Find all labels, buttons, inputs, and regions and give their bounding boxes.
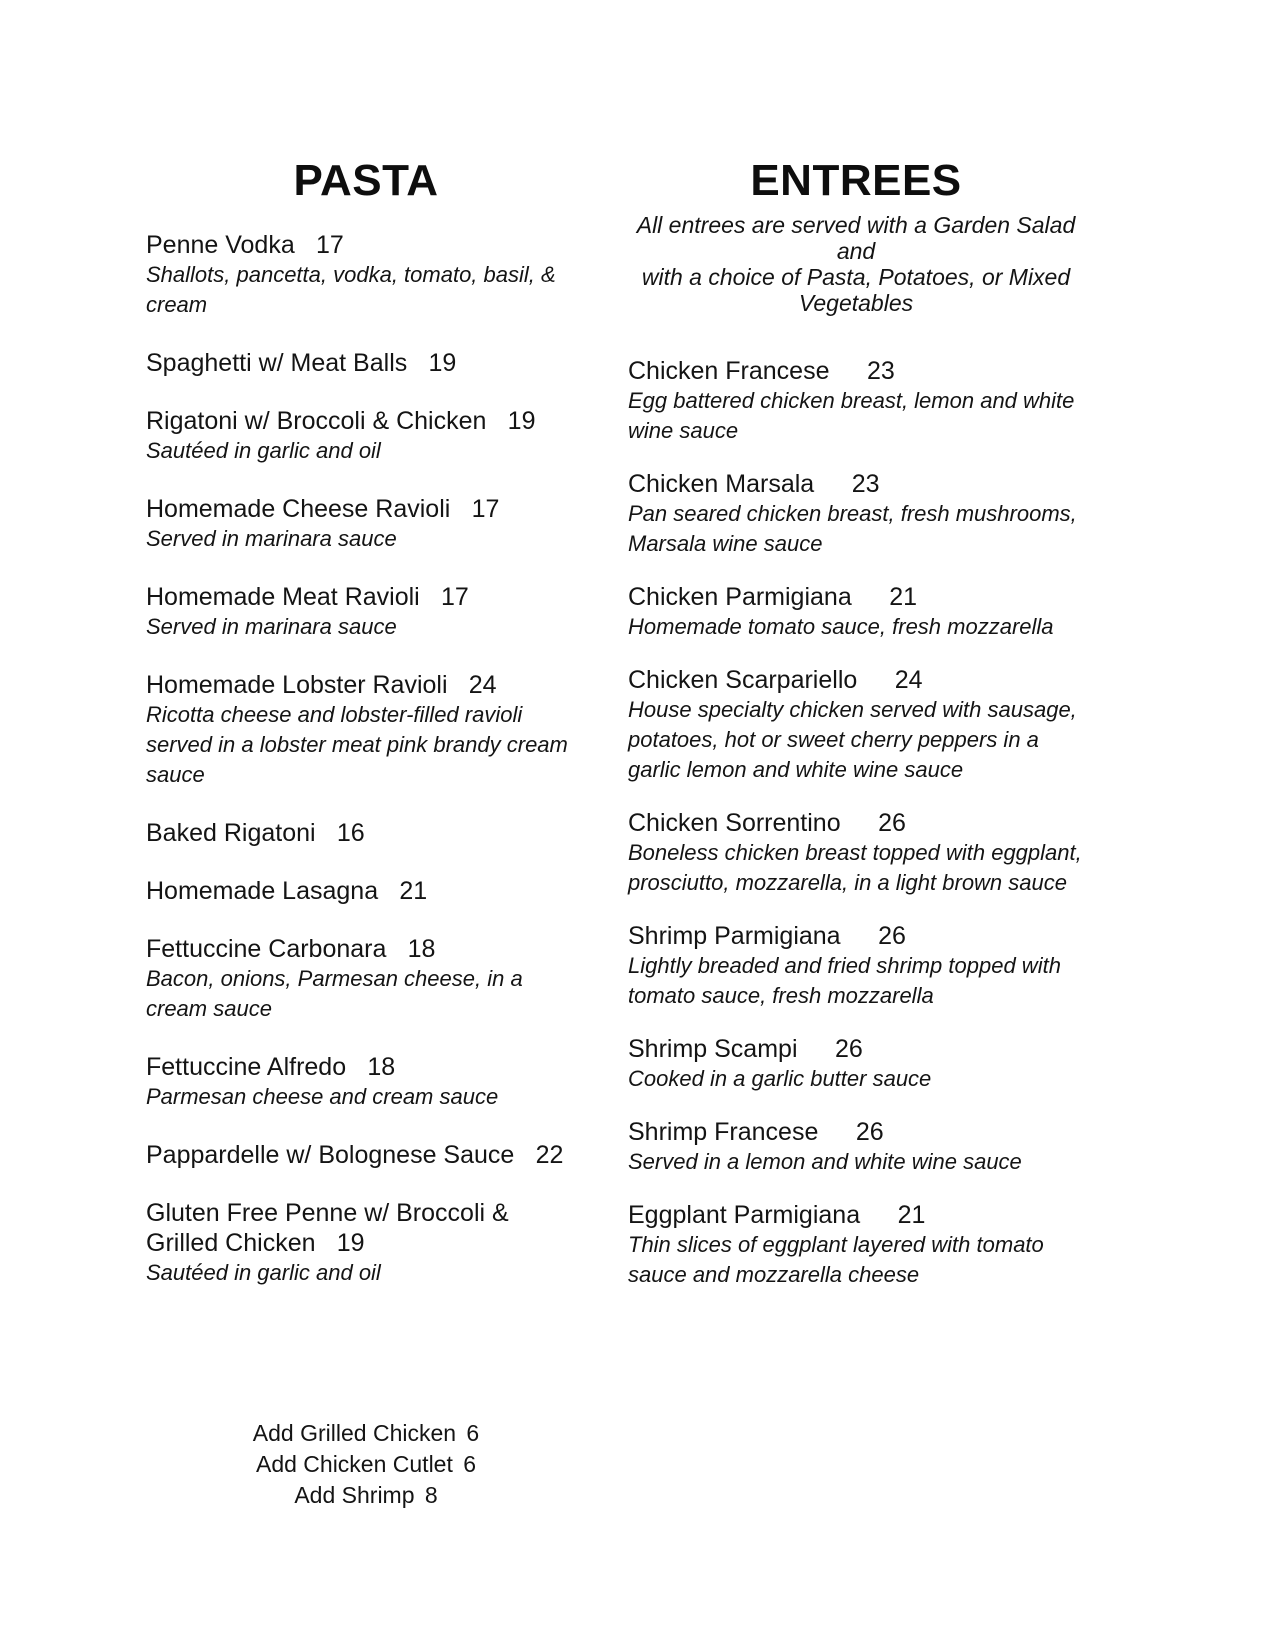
menu-item-price: 19	[507, 407, 536, 435]
menu-item	[628, 582, 1084, 642]
menu-item	[146, 348, 586, 378]
menu-item-line	[628, 665, 1084, 695]
menu-item-line	[146, 406, 586, 436]
menu-item	[146, 818, 586, 848]
menu-item-description: Homemade tomato sauce, fresh mozzarella	[628, 614, 1054, 639]
menu-item-price: 17	[471, 495, 500, 523]
menu-item	[628, 1034, 1084, 1094]
menu-item-price: 22	[535, 1141, 564, 1169]
menu-item	[628, 921, 1084, 1011]
addon-label: Add Shrimp	[294, 1482, 415, 1508]
menu-item	[146, 1052, 586, 1112]
menu-item-description: Boneless chicken breast topped with eggplant, prosciutto, mozzarella, in a light brown sauce	[628, 840, 1082, 895]
menu-item	[628, 808, 1084, 898]
menu-item-line	[146, 818, 586, 848]
menu-item-name: Fettuccine Carbonara	[146, 935, 387, 963]
menu-item-price: 23	[866, 357, 895, 385]
menu-item-price: 18	[367, 1053, 396, 1081]
pasta-item-list	[146, 230, 586, 1288]
menu-item-price: 21	[897, 1201, 926, 1229]
menu-item	[628, 469, 1084, 559]
menu-item	[628, 665, 1084, 785]
menu-item-line	[146, 876, 586, 906]
menu-item-description: Pan seared chicken breast, fresh mushrooms, Marsala wine sauce	[628, 501, 1077, 556]
addon-label: Add Grilled Chicken	[252, 1420, 457, 1446]
menu-item-name: Penne Vodka	[146, 231, 295, 259]
entrees-note-line: with a choice of Pasta, Potatoes, or Mixed	[641, 264, 1071, 290]
menu-item-name: Chicken Scarpariello	[628, 666, 858, 694]
menu-item-line	[628, 582, 1084, 612]
addon-price: 6	[463, 1451, 477, 1477]
menu-item-name: Chicken Francese	[628, 357, 830, 385]
menu-item-price: 26	[878, 922, 906, 950]
menu-item-line	[146, 934, 586, 964]
menu-item-description: Thin slices of eggplant layered with tomato sauce and mozzarella cheese	[628, 1232, 1044, 1287]
menu-item-description: Served in marinara sauce	[146, 526, 397, 551]
menu-item-price: 21	[889, 583, 918, 611]
menu-item-price: 17	[440, 583, 469, 611]
menu-item-line	[146, 1198, 586, 1258]
menu-item-description: Served in a lemon and white wine sauce	[628, 1149, 1022, 1174]
menu-item-price: 17	[316, 231, 344, 259]
menu-item-name: Pappardelle w/ Bolognese Sauce	[146, 1141, 515, 1169]
menu-item-price: 24	[894, 666, 923, 694]
menu-item-price: 19	[428, 349, 457, 377]
menu-item-description: Egg battered chicken breast, lemon and white wine sauce	[628, 388, 1075, 443]
menu-item	[146, 406, 586, 466]
menu-item-line	[628, 1200, 1084, 1230]
menu-item	[146, 876, 586, 906]
menu-item	[628, 356, 1084, 446]
addon-label: Add Chicken Cutlet	[255, 1451, 453, 1477]
menu-item-line	[146, 494, 586, 524]
menu-item-line	[146, 670, 586, 700]
menu-item-name: Gluten Free Penne w/ Broccoli & Grilled Chicken	[146, 1199, 509, 1257]
menu-item-name: Baked Rigatoni	[146, 819, 316, 847]
menu-item-description: Bacon, onions, Parmesan cheese, in a cream sauce	[146, 966, 523, 1021]
addon-item	[146, 1418, 586, 1449]
menu-item-description: Sautéed in garlic and oil	[146, 438, 381, 463]
menu-item-description: Served in marinara sauce	[146, 614, 397, 639]
menu-item-name: Rigatoni w/ Broccoli & Chicken	[146, 407, 487, 435]
menu-item-name: Homemade Lasagna	[146, 877, 379, 905]
addon-price: 8	[424, 1482, 438, 1508]
menu-item-line	[628, 921, 1084, 951]
addons-list	[146, 1418, 586, 1511]
menu-item-description: Parmesan cheese and cream sauce	[146, 1084, 499, 1109]
menu-item	[628, 1200, 1084, 1290]
menu-item	[146, 934, 586, 1024]
menu-item-name: Chicken Parmigiana	[628, 583, 852, 611]
menu-item-line	[628, 808, 1084, 838]
menu-item-name: Chicken Marsala	[628, 470, 815, 498]
menu-item-name: Chicken Sorrentino	[628, 809, 841, 837]
menu-item-description: Lightly breaded and fried shrimp topped with tomato sauce, fresh mozzarella	[628, 953, 1061, 1008]
addon-item	[146, 1449, 586, 1480]
menu-item-name: Shrimp Francese	[628, 1118, 819, 1146]
menu-item-price: 26	[835, 1035, 863, 1063]
menu-item	[146, 670, 586, 790]
menu-item-description: House specialty chicken served with sausage, potatoes, hot or sweet cherry peppers in a garlic lemon and white wine sauce	[628, 697, 1077, 782]
menu-item-description: Shallots, pancetta, vodka, tomato, basil, & cream	[146, 262, 556, 317]
menu-item-description: Cooked in a garlic butter sauce	[628, 1066, 932, 1091]
menu-item-price: 23	[851, 470, 880, 498]
menu-item-line	[146, 582, 586, 612]
entrees-title: ENTREES	[750, 156, 962, 205]
menu-item	[146, 1198, 586, 1288]
entrees-note	[628, 212, 1084, 316]
menu-item-price: 21	[399, 877, 428, 905]
menu-item-price: 19	[336, 1229, 365, 1257]
menu-item-price: 26	[878, 809, 906, 837]
menu-item-line	[146, 348, 586, 378]
entrees-note-line: All entrees are served with a Garden Salad and	[636, 212, 1076, 264]
menu-item-price: 18	[407, 935, 436, 963]
menu-item	[146, 582, 586, 642]
menu-item-name: Eggplant Parmigiana	[628, 1201, 861, 1229]
entrees-note-line: Vegetables	[798, 290, 914, 316]
menu-item-description: Ricotta cheese and lobster-filled ravioli served in a lobster meat pink brandy cream sauce	[146, 702, 568, 787]
menu-item	[628, 1117, 1084, 1177]
menu-item-name: Homemade Meat Ravioli	[146, 583, 420, 611]
menu-item-price: 26	[855, 1118, 884, 1146]
menu-item-name: Fettuccine Alfredo	[146, 1053, 347, 1081]
menu-item-line	[628, 356, 1084, 386]
menu-item-name: Shrimp Scampi	[628, 1035, 798, 1063]
menu-item-line	[146, 1140, 586, 1170]
menu-item-line	[628, 469, 1084, 499]
entrees-item-list	[628, 356, 1084, 1290]
menu-item-line	[628, 1034, 1084, 1064]
menu-item-line	[146, 230, 586, 260]
menu-item-price: 24	[468, 671, 497, 699]
addon-price: 6	[466, 1420, 480, 1446]
menu-item-price: 16	[336, 819, 365, 847]
entrees-section	[628, 158, 1084, 1313]
menu-item-line	[146, 1052, 586, 1082]
menu-item-description: Sautéed in garlic and oil	[146, 1260, 381, 1285]
menu-item-name: Spaghetti w/ Meat Balls	[146, 349, 408, 377]
menu-item-name: Homemade Lobster Ravioli	[146, 671, 448, 699]
menu-item	[146, 230, 586, 320]
menu-item	[146, 1140, 586, 1170]
pasta-section	[146, 158, 586, 1511]
menu-item-name: Shrimp Parmigiana	[628, 922, 841, 950]
menu-item	[146, 494, 586, 554]
menu-item-line	[628, 1117, 1084, 1147]
menu-item-name: Homemade Cheese Ravioli	[146, 495, 451, 523]
pasta-title: PASTA	[293, 156, 439, 205]
addon-item	[146, 1480, 586, 1511]
